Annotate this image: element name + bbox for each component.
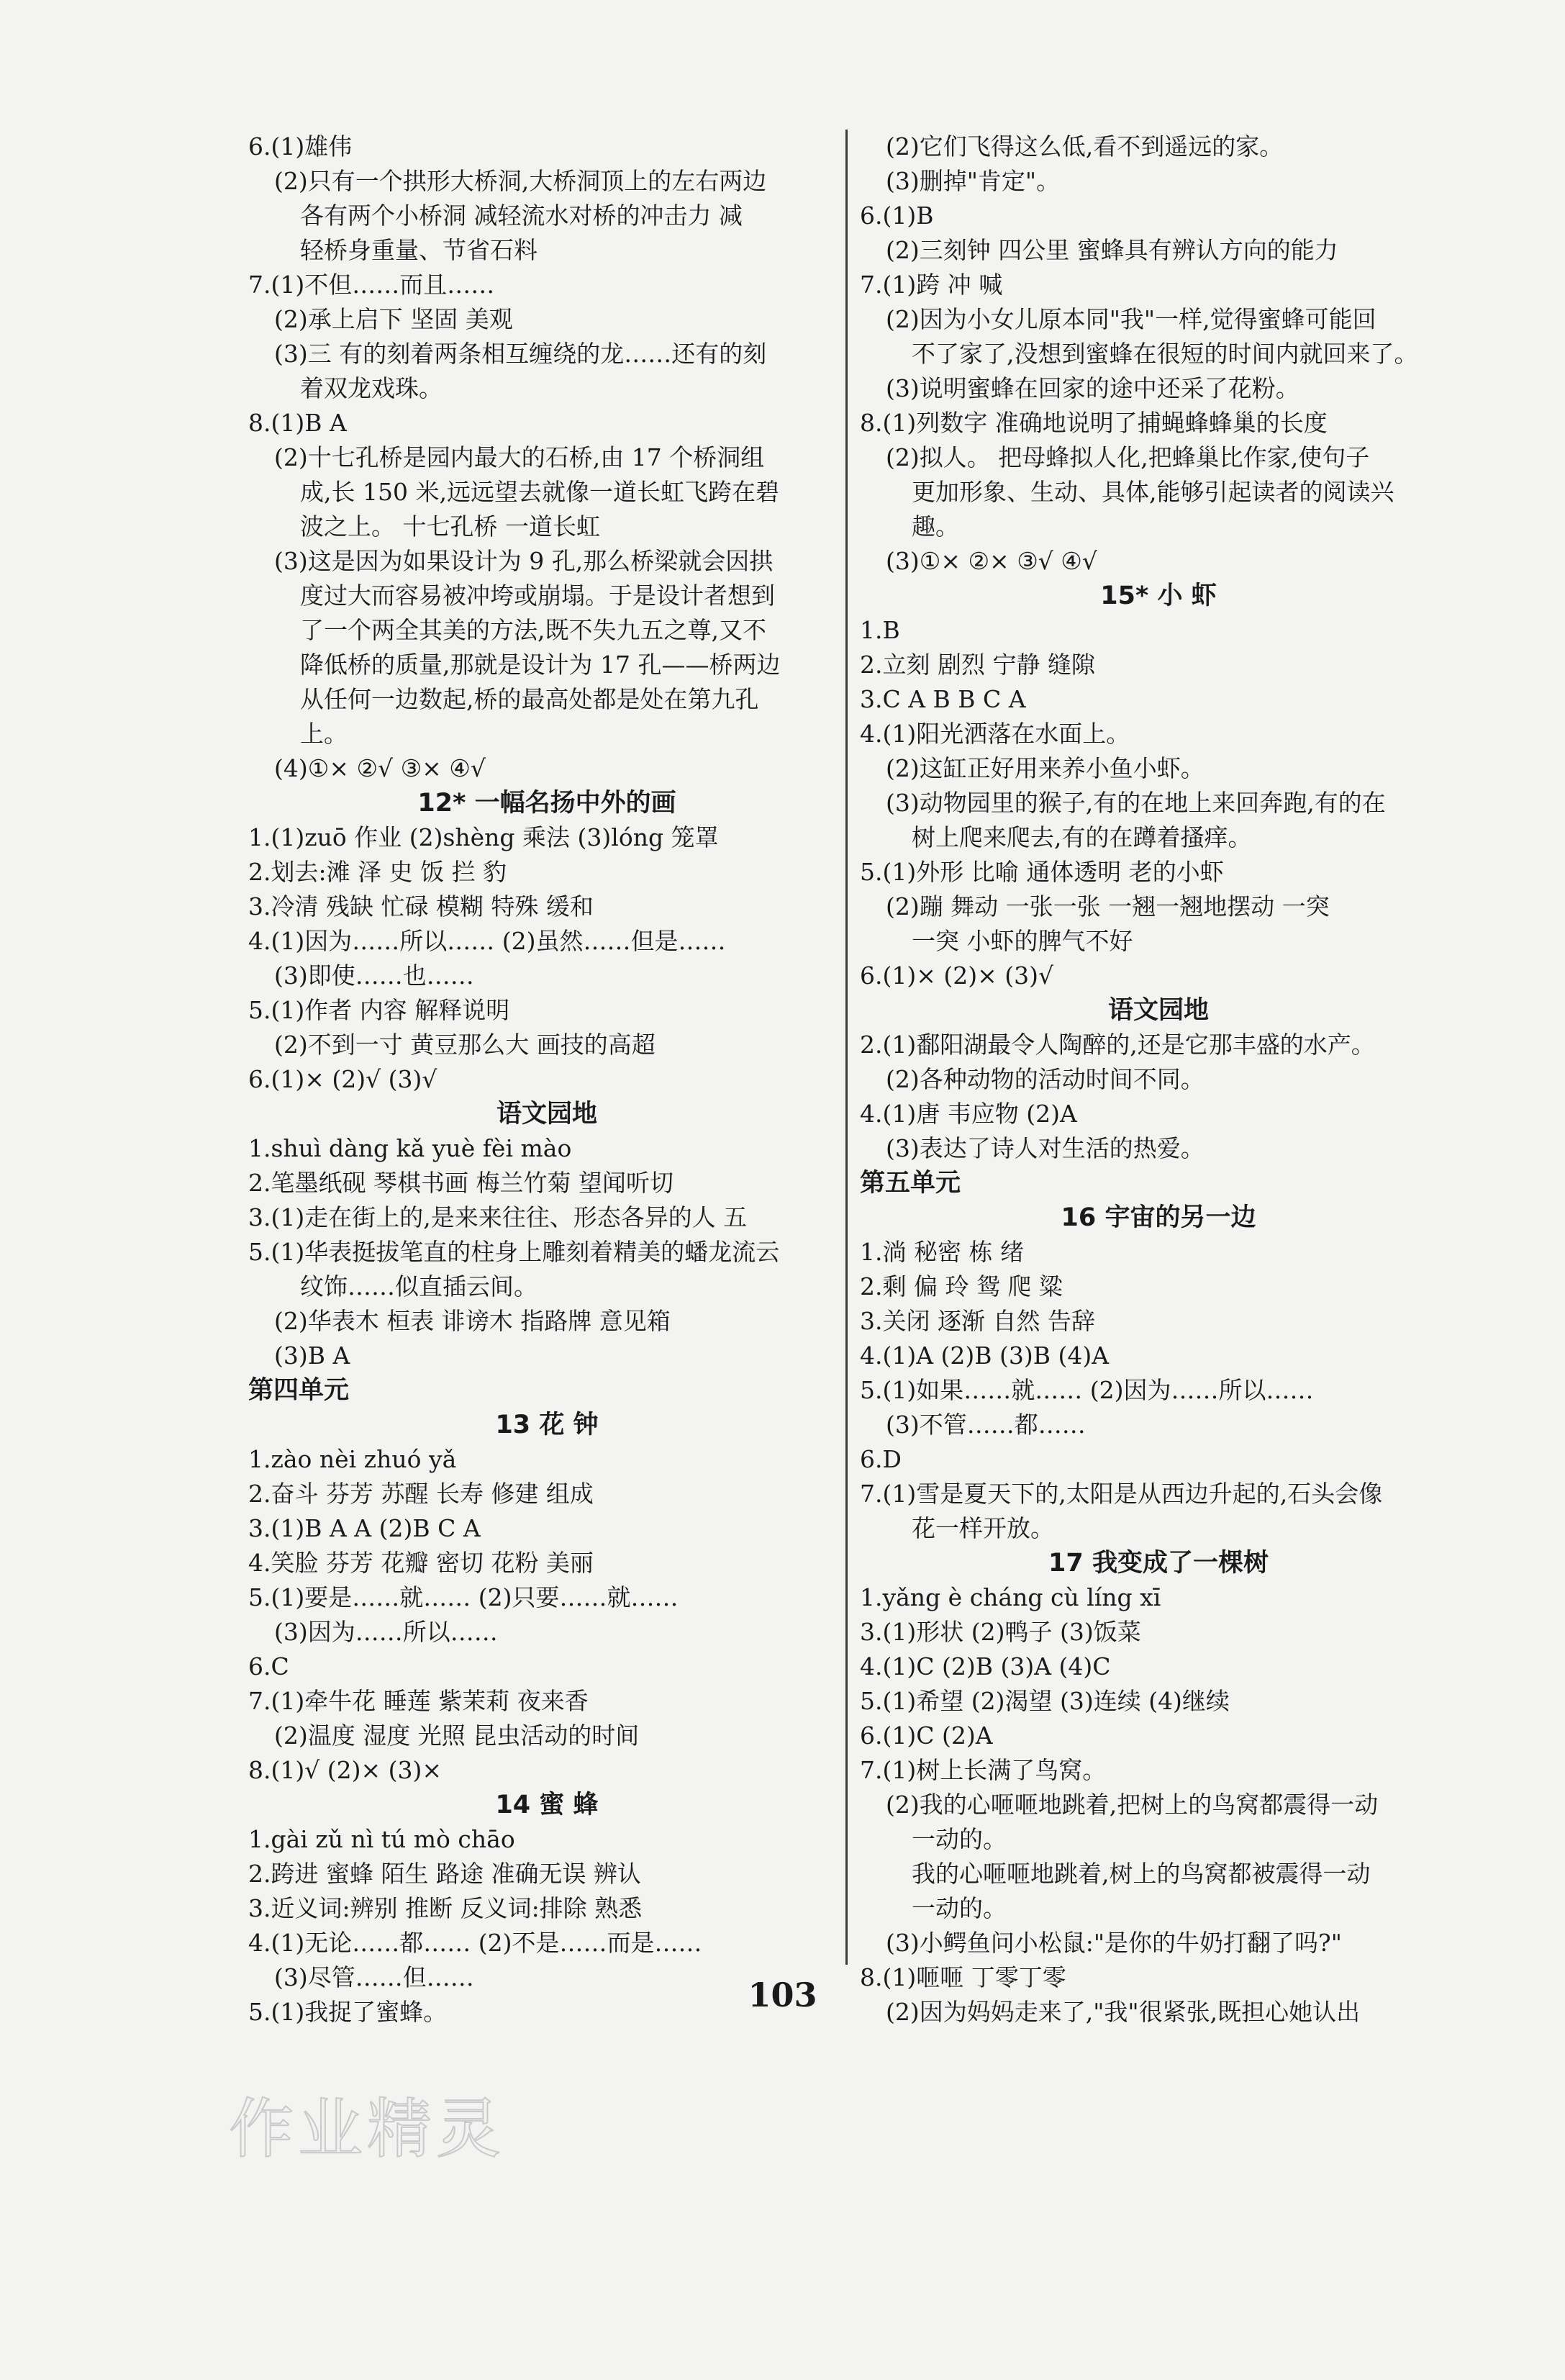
section-title: 15* 小 虾 xyxy=(1100,582,1217,610)
answer-line: 1.yǎng è cháng cù líng xī xyxy=(860,1583,1161,1611)
answer-line: 7.(1)树上长满了鸟窝。 xyxy=(860,1756,1107,1784)
answer-line: (3)删掉"肯定"。 xyxy=(886,167,1061,195)
answer-line: (2)各种动物的活动时间不同。 xyxy=(886,1065,1205,1093)
answer-line: (3)表达了诗人对生活的热爱。 xyxy=(886,1134,1205,1162)
answer-line: 5.(1)希望 (2)渴望 (3)连续 (4)继续 xyxy=(860,1687,1230,1715)
answer-line: 1.淌 秘密 栋 绪 xyxy=(860,1238,1024,1266)
answer-line: 上。 xyxy=(300,720,348,748)
section-title: 17 我变成了一棵树 xyxy=(1048,1549,1269,1578)
answer-line: 6.D xyxy=(860,1445,902,1473)
answer-line: 7.(1)跨 冲 喊 xyxy=(860,271,1003,299)
column-divider xyxy=(845,130,848,1965)
answer-line: (2)三刻钟 四公里 蜜蜂具有辨认方向的能力 xyxy=(886,236,1338,264)
answer-line: 1.zào nèi zhuó yǎ xyxy=(248,1445,457,1473)
answer-line: (3)即使……也…… xyxy=(274,961,474,990)
answer-line: 2.笔墨纸砚 琴棋书画 梅兰竹菊 望闻听切 xyxy=(248,1169,673,1197)
answer-line: (2)十七孔桥是园内最大的石桥,由 17 个桥洞组 xyxy=(274,443,765,471)
answer-line: 6.(1)C (2)A xyxy=(860,1721,993,1750)
answer-line: (2)它们飞得这么低,看不到遥远的家。 xyxy=(886,132,1284,160)
watermark-logo: 作业精灵 xyxy=(229,2091,505,2167)
answer-line: 8.(1)列数字 准确地说明了捕蝇蜂蜂巢的长度 xyxy=(860,409,1328,437)
answer-line: 5.(1)要是……就…… (2)只要……就…… xyxy=(248,1583,679,1611)
answer-line: 5.(1)如果……就…… (2)因为……所以…… xyxy=(860,1376,1314,1404)
answer-line: 1.gài zǔ nì tú mò chāo xyxy=(248,1825,515,1853)
answer-line: (3)说明蜜蜂在回家的途中还采了花粉。 xyxy=(886,374,1299,402)
answer-line: 6.(1)雄伟 xyxy=(248,132,353,160)
answer-line: 4.(1)C (2)B (3)A (4)C xyxy=(860,1652,1111,1680)
answer-line: 3.冷清 残缺 忙碌 模糊 特殊 缓和 xyxy=(248,892,594,920)
unit-heading: 第四单元 xyxy=(248,1376,350,1405)
page-number: 103 xyxy=(748,1976,817,2014)
answer-line: 纹饰……似直插云间。 xyxy=(300,1272,537,1300)
answer-line: (3)①× ②× ③√ ④√ xyxy=(886,547,1097,575)
answer-line: (2)承上启下 坚固 美观 xyxy=(274,305,513,333)
answer-line: 3.近义词:辨别 推断 反义词:排除 熟悉 xyxy=(248,1894,643,1922)
answer-line: 8.(1)咂咂 丁零丁零 xyxy=(860,1963,1066,1991)
answer-line: (2)我的心咂咂地跳着,把树上的鸟窝都震得一动 xyxy=(886,1791,1379,1819)
answer-line: 2.划去:滩 泽 史 饭 拦 豹 xyxy=(248,858,507,886)
section-title: 语文园地 xyxy=(1107,996,1209,1025)
answer-line: 5.(1)外形 比喻 通体透明 老的小虾 xyxy=(860,858,1224,886)
answer-line: 降低桥的质量,那就是设计为 17 孔——桥两边 xyxy=(300,651,781,679)
answer-line: 3.C A B B C A xyxy=(860,685,1026,713)
answer-line: (2)因为小女儿原本同"我"一样,觉得蜜蜂可能回 xyxy=(886,305,1376,333)
answer-line: 2.(1)鄱阳湖最令人陶醉的,还是它那丰盛的水产。 xyxy=(860,1031,1375,1059)
answer-line: 6.C xyxy=(248,1652,289,1680)
answer-line: 一动的。 xyxy=(912,1894,1007,1922)
answer-line: 5.(1)作者 内容 解释说明 xyxy=(248,996,510,1024)
answer-line: 4.(1)无论……都…… (2)不是……而是…… xyxy=(248,1929,702,1957)
answer-line: 1.shuì dàng kǎ yuè fèi mào xyxy=(248,1134,572,1162)
section-title: 13 花 钟 xyxy=(495,1411,599,1439)
right-column xyxy=(860,130,1457,2030)
answer-line: 度过大而容易被冲垮或崩塌。于是设计者想到 xyxy=(300,582,775,610)
answer-line: 着双龙戏珠。 xyxy=(300,374,443,402)
answer-line: (3)因为……所以…… xyxy=(274,1618,498,1646)
answer-line: 成,长 150 米,远远望去就像一道长虹飞跨在碧 xyxy=(300,478,779,506)
answer-line: 5.(1)华表挺拔笔直的柱身上雕刻着精美的蟠龙流云 xyxy=(248,1238,780,1266)
answer-line: 树上爬来爬去,有的在蹲着搔痒。 xyxy=(912,823,1252,851)
answer-line: (2)因为妈妈走来了,"我"很紧张,既担心她认出 xyxy=(886,1998,1361,2026)
answer-line: 4.(1)A (2)B (3)B (4)A xyxy=(860,1341,1110,1370)
answer-line: 8.(1)√ (2)× (3)× xyxy=(248,1756,443,1784)
answer-line: 7.(1)雪是夏天下的,太阳是从西边升起的,石头会像 xyxy=(860,1480,1383,1508)
answer-line: 轻桥身重量、节省石料 xyxy=(300,236,537,264)
section-title: 语文园地 xyxy=(496,1100,597,1128)
answer-line: 3.关闭 逐渐 自然 告辞 xyxy=(860,1307,1095,1335)
left-column xyxy=(248,130,845,2030)
answer-line: 2.跨进 蜜蜂 陌生 路途 准确无误 辨认 xyxy=(248,1860,641,1888)
answer-line: 6.(1)× (2)√ (3)√ xyxy=(248,1065,437,1093)
answer-line: 不了家了,没想到蜜蜂在很短的时间内就回来了。 xyxy=(912,340,1418,368)
answer-line: (2)只有一个拱形大桥洞,大桥洞顶上的左右两边 xyxy=(274,167,767,195)
answer-line: 4.笑脸 芬芳 花瓣 密切 花粉 美丽 xyxy=(248,1549,594,1577)
answer-line: (2)蹦 舞动 一张一张 一翘一翘地摆动 一突 xyxy=(886,892,1330,920)
section-title: 16 宇宙的另一边 xyxy=(1061,1203,1256,1232)
answer-line: 1.(1)zuō 作业 (2)shèng 乘法 (3)lóng 笼罩 xyxy=(248,823,719,851)
answer-line: (3)动物园里的猴子,有的在地上来回奔跑,有的在 xyxy=(886,789,1386,817)
answer-line: 波之上。 十七孔桥 一道长虹 xyxy=(300,512,600,540)
answer-line: (3)尽管……但…… xyxy=(274,1963,474,1991)
answer-line: 7.(1)牵牛花 睡莲 紫茉莉 夜来香 xyxy=(248,1687,589,1715)
answer-line: (3)这是因为如果设计为 9 孔,那么桥梁就会因拱 xyxy=(274,547,774,575)
answer-line: 6.(1)× (2)× (3)√ xyxy=(860,961,1054,990)
answer-line: 了一个两全其美的方法,既不失九五之尊,又不 xyxy=(300,616,766,644)
answer-line: 趣。 xyxy=(912,512,959,540)
answer-line: (2)温度 湿度 光照 昆虫活动的时间 xyxy=(274,1721,640,1750)
answer-line: 我的心咂咂地跳着,树上的鸟窝都被震得一动 xyxy=(912,1860,1371,1888)
answer-line: 7.(1)不但……而且…… xyxy=(248,271,495,299)
answer-line: (2)不到一寸 黄豆那么大 画技的高超 xyxy=(274,1031,656,1059)
answer-line: (4)①× ②√ ③× ④√ xyxy=(274,754,486,782)
answer-line: 一突 小虾的脾气不好 xyxy=(912,927,1133,955)
answer-line: (2)华表木 桓表 诽谤木 指路牌 意见箱 xyxy=(274,1307,671,1335)
answer-line: 各有两个小桥洞 减轻流水对桥的冲击力 减 xyxy=(300,202,743,230)
answer-line: 5.(1)我捉了蜜蜂。 xyxy=(248,1998,448,2026)
answer-line: 2.奋斗 芬芳 苏醒 长寿 修建 组成 xyxy=(248,1480,594,1508)
answer-line: 更加形象、生动、具体,能够引起读者的阅读兴 xyxy=(912,478,1394,506)
answer-line: (2)拟人。 把母蜂拟人化,把蜂巢比作家,使句子 xyxy=(886,443,1370,471)
answer-line: 一动的。 xyxy=(912,1825,1007,1853)
answer-line: 4.(1)唐 韦应物 (2)A xyxy=(860,1100,1077,1128)
answer-line: 3.(1)形状 (2)鸭子 (3)饭菜 xyxy=(860,1618,1141,1646)
answer-line: (3)不管……都…… xyxy=(886,1411,1086,1439)
answer-line: 3.(1)B A A (2)B C A xyxy=(248,1514,481,1542)
answer-line: 8.(1)B A xyxy=(248,409,347,437)
answer-line: (3)小鳄鱼问小松鼠:"是你的牛奶打翻了吗?" xyxy=(886,1929,1342,1957)
section-title: 14 蜜 蜂 xyxy=(495,1791,599,1819)
answer-line: 2.立刻 剧烈 宁静 缝隙 xyxy=(860,651,1095,679)
unit-heading: 第五单元 xyxy=(860,1169,961,1198)
answer-line: (3)三 有的刻着两条相互缠绕的龙……还有的刻 xyxy=(274,340,767,368)
answer-line: 从任何一边数起,桥的最高处都是处在第九孔 xyxy=(300,685,759,713)
answer-line: 3.(1)走在街上的,是来来往往、形态各异的人 五 xyxy=(248,1203,748,1231)
answer-line: 6.(1)B xyxy=(860,202,934,230)
answer-line: (3)B A xyxy=(274,1341,350,1370)
answer-line: (2)这缸正好用来养小鱼小虾。 xyxy=(886,754,1205,782)
answer-line: 1.B xyxy=(860,616,900,644)
answer-line: 花一样开放。 xyxy=(912,1514,1054,1542)
answer-line: 4.(1)阳光洒落在水面上。 xyxy=(860,720,1130,748)
answer-line: 2.剩 偏 玲 鸳 爬 粱 xyxy=(860,1272,1063,1300)
answer-line: 4.(1)因为……所以…… (2)虽然……但是…… xyxy=(248,927,726,955)
section-title: 12* 一幅名扬中外的画 xyxy=(417,789,676,818)
